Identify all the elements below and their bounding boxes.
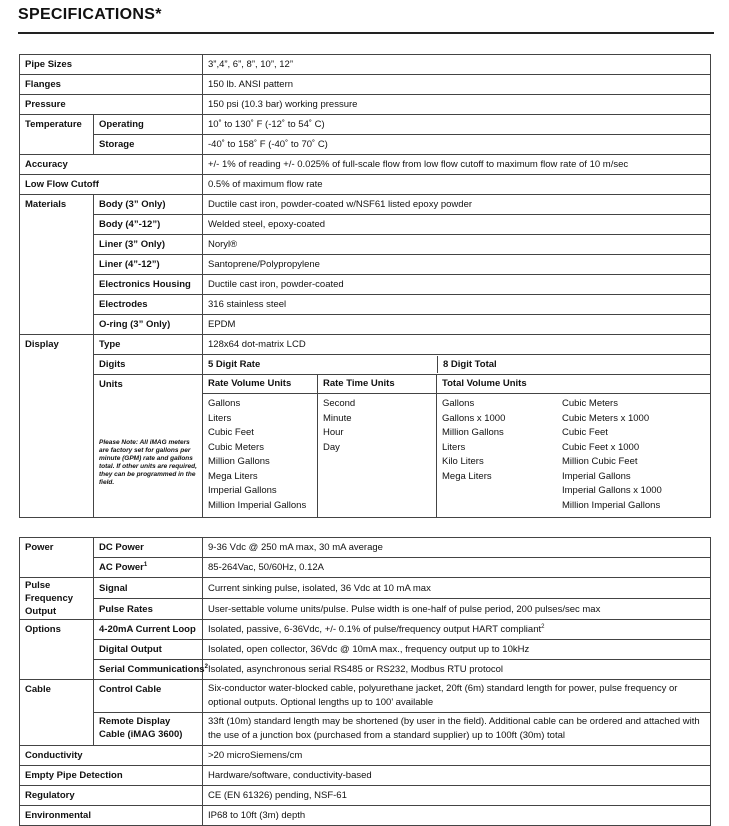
page-title: SPECIFICATIONS* <box>18 6 162 23</box>
label-options: Options <box>20 620 94 680</box>
list-item: Gallons x 1000 <box>442 412 506 424</box>
label-low-flow: Low Flow Cutoff <box>20 175 203 195</box>
row-pipe-sizes <box>20 55 711 75</box>
row-flanges <box>20 75 711 95</box>
label-material: Body (3” Only) <box>94 195 203 215</box>
value-material: Welded steel, epoxy-coated <box>203 215 711 235</box>
label-cable: Cable <box>20 680 94 746</box>
list-item: Day <box>323 441 340 453</box>
label-serial-communications: Serial Communications$^2$ <box>94 660 203 680</box>
row-temperature-operating <box>20 115 711 135</box>
list-item: Gallons <box>208 398 241 409</box>
value-current-loop: Isolated, passive, 6-36Vdc, +/- 0.1% of pulse/frequency output HART compliant$^2$ <box>203 620 711 640</box>
value-environmental: IP68 to 10ft (3m) depth <box>203 806 711 826</box>
value-control-cable: Six-conductor water-blocked cable, polyurethane jacket, 20ft (6m) standard length for power, pulse frequency or optional outputs. Optional lengths up to 100’ available <box>203 680 711 713</box>
list-item: Imperial Gallons <box>562 470 631 482</box>
list-item: Minute <box>323 412 352 424</box>
value-low-flow: 0.5% of maximum flow rate <box>203 175 711 195</box>
label-current-loop: 4-20mA Current Loop <box>94 620 203 640</box>
row-materials <box>20 235 711 255</box>
row-low-flow <box>20 175 711 195</box>
row-materials <box>20 215 711 235</box>
header-rate-volume: Rate Volume Units <box>203 375 318 394</box>
row-display-units <box>20 375 711 518</box>
row-cable-control <box>20 680 711 713</box>
value-material: Ductile cast iron, powder-coated w/NSF61 listed epoxy powder <box>203 195 711 215</box>
label-units: Units <box>99 379 123 390</box>
value-material: Ductile cast iron, powder-coated <box>203 275 711 295</box>
row-materials <box>20 315 711 335</box>
list-item: Gallons <box>442 398 475 409</box>
row-environmental <box>20 806 711 826</box>
label-material: Liner (4”-12”) <box>94 255 203 275</box>
value-signal: Current sinking pulse, isolated, 36 Vdc at 10 mA max <box>203 578 711 599</box>
label-pulse-frequency: Pulse Frequency Output <box>20 578 94 620</box>
row-cable-remote <box>20 713 711 746</box>
label-material: O-ring (3” Only) <box>94 315 203 335</box>
value-accuracy: +/- 1% of reading +/- 0.025% of full-scale flow from low flow cutoff to maximum flow rate of 10 m/sec <box>203 155 711 175</box>
label-digits: Digits <box>94 355 203 375</box>
row-pulse-rates <box>20 599 711 620</box>
row-pressure <box>20 95 711 115</box>
label-signal: Signal <box>94 578 203 599</box>
list-item: Million Gallons <box>442 427 504 438</box>
label-conductivity: Conductivity <box>20 746 203 766</box>
label-power: Power <box>20 538 94 578</box>
list-rate-time <box>318 394 437 517</box>
units-cell <box>94 375 203 518</box>
label-flanges: Flanges <box>20 75 203 95</box>
value-storage: -40˚ to 158˚ F (-40˚ to 70˚ C) <box>203 135 711 155</box>
label-material: Liner (3” Only) <box>94 235 203 255</box>
list-item: Cubic Meters x 1000 <box>562 412 650 424</box>
list-item: Second <box>323 398 356 409</box>
label-material: Electronics Housing <box>94 275 203 295</box>
label-material: Electrodes <box>94 295 203 315</box>
list-item: Liters <box>208 412 232 424</box>
list-item: Cubic Meters <box>562 398 618 409</box>
list-item: Kilo Liters <box>442 456 484 467</box>
value-material: 316 stainless steel <box>203 295 711 315</box>
row-options-loop <box>20 620 711 640</box>
value-digital-output: Isolated, open collector, 36Vdc @ 10mA max., frequency output up to 10kHz <box>203 640 711 660</box>
row-materials <box>20 195 711 215</box>
row-power-ac <box>20 558 711 578</box>
value-pulse-rates: User-settable volume units/pulse. Pulse width is one-half of pulse period, 200 pulses/sec max <box>203 599 711 620</box>
row-empty-pipe <box>20 766 711 786</box>
list-item: Mega Liters <box>208 470 258 482</box>
list-total-volume-a <box>437 394 557 517</box>
label-material: Body (4”-12”) <box>94 215 203 235</box>
list-item: Hour <box>323 427 344 438</box>
label-accuracy: Accuracy <box>20 155 203 175</box>
row-materials <box>20 255 711 275</box>
value-conductivity: >20 microSiemens/cm <box>203 746 711 766</box>
section-gap <box>20 518 711 538</box>
value-display-type: 128x64 dot-matrix LCD <box>203 335 711 355</box>
row-options-serial <box>20 660 711 680</box>
header-total-volume: Total Volume Units <box>437 375 710 394</box>
list-item: Liters <box>442 441 466 453</box>
value-pipe-sizes: 3”,4”, 6”, 8”, 10”, 12” <box>203 55 711 75</box>
value-serial-communications: Isolated, asynchronous serial RS485 or RS232, Modbus RTU protocol <box>203 660 711 680</box>
list-total-volume-b <box>557 394 710 517</box>
row-power-dc <box>20 538 711 558</box>
list-item: Cubic Feet <box>208 427 254 438</box>
row-regulatory <box>20 786 711 806</box>
value-flanges: 150 lb. ANSI pattern <box>203 75 711 95</box>
label-dc-power: DC Power <box>94 538 203 558</box>
label-display-type: Type <box>94 335 203 355</box>
display-note: Please Note: All iMAG meters are factory set for gallons per minute (GPM) rate and gallons total. If other units are required, they can be programmed in the field. <box>99 439 197 486</box>
label-pressure: Pressure <box>20 95 203 115</box>
value-material: Santoprene/Polypropylene <box>203 255 711 275</box>
label-materials: Materials <box>20 195 94 335</box>
list-item: Imperial Gallons <box>208 485 277 496</box>
row-display-type <box>20 335 711 355</box>
row-conductivity <box>20 746 711 766</box>
label-temperature: Temperature <box>20 115 94 155</box>
label-pipe-sizes: Pipe Sizes <box>20 55 203 75</box>
value-dc-power: 9-36 Vdc @ 250 mA max, 30 mA average <box>203 538 711 558</box>
digits-rate: 5 Digit Rate <box>208 359 261 370</box>
row-options-digital <box>20 640 711 660</box>
row-materials <box>20 275 711 295</box>
list-rate-volume <box>203 394 318 517</box>
label-empty-pipe: Empty Pipe Detection <box>20 766 203 786</box>
value-operating: 10˚ to 130˚ F (-12˚ to 54˚ C) <box>203 115 711 135</box>
value-pressure: 150 psi (10.3 bar) working pressure <box>203 95 711 115</box>
value-ac-power: 85-264Vac, 50/60Hz, 0.12A <box>203 558 711 578</box>
header-rate-time: Rate Time Units <box>318 375 437 394</box>
list-item: Mega Liters <box>442 470 492 482</box>
label-environmental: Environmental <box>20 806 203 826</box>
label-remote-display-cable: Remote Display Cable (iMAG 3600) <box>94 713 203 746</box>
list-item: Imperial Gallons x 1000 <box>562 485 662 496</box>
list-item: Million Cubic Feet <box>562 456 638 467</box>
label-operating: Operating <box>94 115 203 135</box>
row-display-digits <box>20 355 711 375</box>
value-empty-pipe: Hardware/software, conductivity-based <box>203 766 711 786</box>
label-storage: Storage <box>94 135 203 155</box>
row-materials <box>20 295 711 315</box>
list-item: Million Imperial Gallons <box>562 499 661 511</box>
value-remote-display-cable: 33ft (10m) standard length may be shortened (by user in the field). Additional cable can be ordered and attached with the use of a junction box (purchased from a standard supplier) up to 100ft (30m) total <box>203 713 711 746</box>
specifications-table <box>19 54 711 826</box>
title-rule <box>18 32 714 34</box>
list-item: Million Imperial Gallons <box>208 499 307 511</box>
label-ac-power: AC Power$^1$ <box>94 558 203 578</box>
digits-total: 8 Digit Total <box>437 356 710 373</box>
value-material: EPDM <box>203 315 711 335</box>
label-digital-output: Digital Output <box>94 640 203 660</box>
value-regulatory: CE (EN 61326) pending, NSF-61 <box>203 786 711 806</box>
list-item: Cubic Meters <box>208 441 264 453</box>
list-item: Cubic Feet <box>562 427 608 438</box>
label-display: Display <box>20 335 94 518</box>
label-regulatory: Regulatory <box>20 786 203 806</box>
list-item: Cubic Feet x 1000 <box>562 441 640 453</box>
row-temperature-storage <box>20 135 711 155</box>
label-control-cable: Control Cable <box>94 680 203 713</box>
list-item: Million Gallons <box>208 456 270 467</box>
row-accuracy <box>20 155 711 175</box>
label-pulse-rates: Pulse Rates <box>94 599 203 620</box>
value-material: Noryl® <box>203 235 711 255</box>
row-pulse-signal <box>20 578 711 599</box>
